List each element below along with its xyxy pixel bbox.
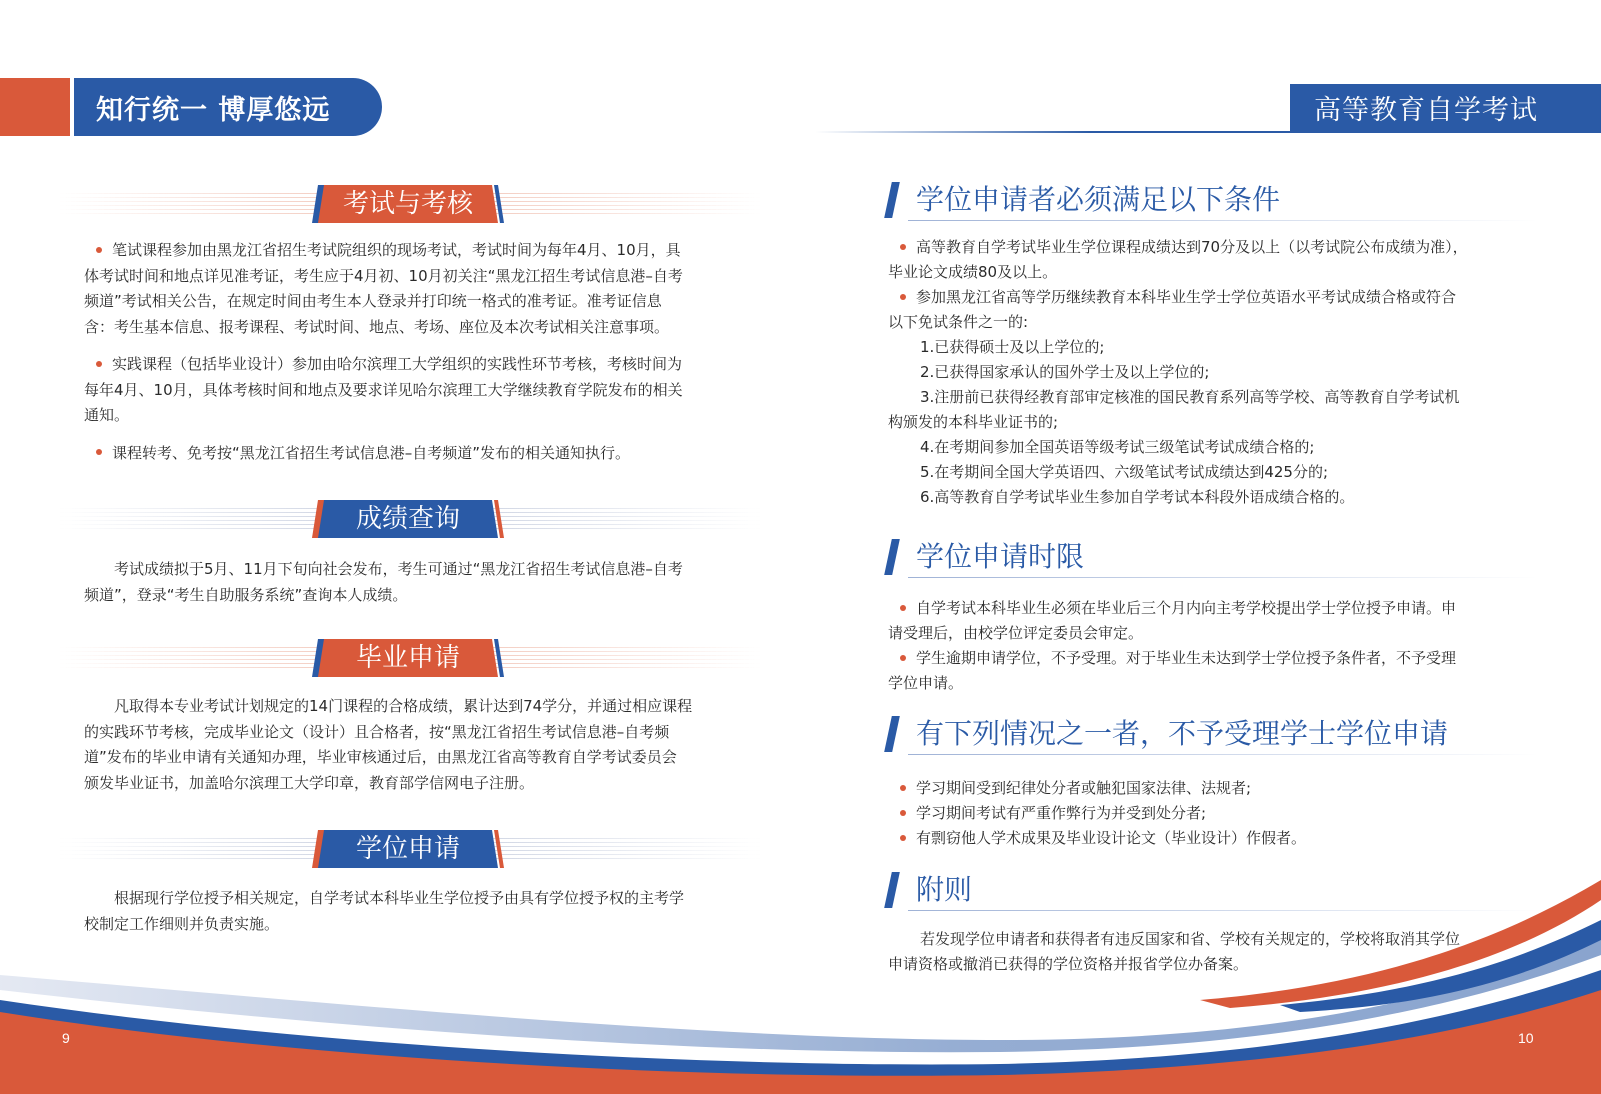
section-title-exam: 考试与考核	[328, 185, 488, 223]
text-line: 校制定工作细则并负责实施。	[84, 914, 280, 933]
exam-bullet-2	[84, 352, 730, 429]
list-line	[888, 310, 1500, 335]
heading-rule	[908, 577, 1538, 578]
bullet-dot	[900, 810, 906, 816]
stripe-decoration	[480, 647, 760, 669]
header-right-title: 高等教育自学考试	[1314, 95, 1538, 126]
line-text: 1.已获得硕士及以上学位的;	[920, 338, 1105, 356]
scores-paragraph	[84, 557, 730, 608]
stripe-decoration	[480, 838, 760, 860]
list-line	[888, 671, 1500, 696]
section-title-degree: 学位申请	[328, 830, 488, 868]
exam-bullets	[84, 238, 730, 466]
stripe-decoration	[60, 838, 340, 860]
text-line: 通知。	[84, 406, 130, 424]
stripe-decoration	[60, 647, 340, 669]
list-line	[888, 260, 1500, 285]
line-text: 申请资格或撤消已获得的学位资格并报省学位办备案。	[888, 955, 1249, 973]
text-line: 频道”考试相关公告，在规定时间由考生本人登录并打印统一格式的准考证。准考证信息	[84, 292, 662, 310]
text-line: 道”发布的毕业申请有关通知办理，毕业审核通过后，由黑龙江省高等教育自学考试委员会	[84, 748, 677, 766]
header-left-accent	[0, 78, 72, 136]
text-line: 体考试时间和地点详见准考证，考生应于4月初、10月初关注“黑龙江招生考试信息港–自考	[84, 266, 683, 285]
time-limit-list	[888, 596, 1500, 696]
section-header-degree	[60, 828, 760, 872]
conditions-list	[888, 235, 1500, 510]
line-text: 高等教育自学考试毕业生学位课程成绩达到70分及以上（以考试院公布成绩为准），	[916, 238, 1468, 256]
list-line	[888, 460, 1500, 485]
stripe-decoration	[60, 508, 340, 530]
line-text: 6.高等教育自学考试毕业生参加自学考试本科段外语成绩合格的。	[920, 488, 1355, 506]
line-text: 学生逾期申请学位，不予受理。对于毕业生未达到学士学位授予条件者，不予受理	[916, 649, 1457, 667]
section-header-graduation	[60, 637, 760, 681]
heading-text: 学位申请者必须满足以下条件	[916, 183, 1281, 216]
list-line	[888, 826, 1500, 851]
section-header-scores	[60, 498, 760, 542]
list-line	[888, 385, 1500, 410]
list-line	[888, 952, 1500, 977]
tag-slant-right	[488, 500, 504, 538]
text-line: 每年4月、10月，具体考核时间和地点及要求详见哈尔滨理工大学继续教育学院发布的相关	[84, 380, 683, 399]
heading-text: 有下列情况之一者，不予受理学士学位申请	[916, 717, 1449, 750]
text-line: 频道”，登录“考生自助服务系统”查询本人成绩。	[84, 585, 408, 604]
page-number-left: 9	[62, 1030, 70, 1046]
line-text: 以下免试条件之一的:	[888, 313, 1029, 331]
line-text: 有剽窃他人学术成果及毕业设计论文（毕业设计）作假者。	[916, 829, 1307, 847]
line-text: 5.在考期间全国大学英语四、六级笔试考试成绩达到425分的;	[920, 463, 1328, 481]
line-text: 请受理后，由校学位评定委员会审定。	[888, 624, 1144, 642]
exam-bullet-1	[84, 238, 730, 340]
section-header-exam	[60, 183, 760, 227]
bullet-dot	[96, 449, 102, 455]
header-slogan: 知行统一 博厚悠远	[96, 95, 331, 126]
list-line	[888, 927, 1500, 952]
heading-rule	[908, 220, 1538, 221]
list-line	[888, 776, 1500, 801]
tag-slant-left	[312, 185, 328, 223]
list-line	[888, 621, 1500, 646]
tag-slant-left	[312, 639, 328, 677]
line-text: 学位申请。	[888, 674, 964, 692]
bullet-dot	[900, 655, 906, 661]
tag-slant-right	[488, 185, 504, 223]
heading-text: 附则	[916, 873, 973, 906]
list-line	[888, 360, 1500, 385]
graduation-paragraph	[84, 694, 730, 796]
text-line: 的实践环节考核，完成毕业论文（设计）且合格者，按“黑龙江省招生考试信息港–自考频	[84, 722, 670, 741]
list-line	[888, 485, 1500, 510]
degree-paragraph	[84, 886, 730, 937]
line-text: 毕业论文成绩80及以上。	[888, 263, 1058, 281]
text-line: 凡取得本专业考试计划规定的14门课程的合格成绩，累计达到74学分，并通过相应课程	[114, 697, 693, 715]
section-title-graduation: 毕业申请	[328, 639, 488, 677]
section-title-scores: 成绩查询	[328, 500, 488, 538]
line-text: 4.在考期间参加全国英语等级考试三级笔试考试成绩合格的;	[920, 438, 1315, 456]
line-text: 学习期间受到纪律处分者或触犯国家法律、法规者;	[916, 779, 1252, 797]
line-text: 参加黑龙江省高等学历继续教育本科毕业生学士学位英语水平考试成绩合格或符合	[916, 288, 1457, 306]
list-line	[888, 235, 1500, 260]
text-line: 颁发毕业证书，加盖哈尔滨理工大学印章，教育部学信网电子注册。	[84, 773, 535, 792]
list-line	[888, 335, 1500, 360]
text-line: 课程转考、免考按“黑龙江省招生考试信息港–自考频道”发布的相关通知执行。	[112, 443, 631, 462]
text-line: 根据现行学位授予相关规定，自学考试本科毕业生学位授予由具有学位授予权的主考学	[114, 889, 685, 907]
stripe-decoration	[60, 193, 340, 215]
heading-text: 学位申请时限	[916, 540, 1085, 573]
bullet-dot	[900, 605, 906, 611]
list-line	[888, 410, 1500, 435]
tag-slant-right	[488, 830, 504, 868]
bullet-dot	[96, 361, 102, 367]
text-line: 含：考生基本信息、报考课程、考试时间、地点、考场、座位及本次考试相关注意事项。	[84, 317, 670, 336]
exam-bullet-3	[84, 441, 730, 467]
line-text: 若发现学位申请者和获得者有违反国家和省、学校有关规定的，学校将取消其学位	[920, 930, 1461, 948]
list-line	[888, 646, 1500, 671]
tag-slant-right	[488, 639, 504, 677]
list-line	[888, 596, 1500, 621]
list-line	[888, 801, 1500, 826]
bullet-dot	[900, 244, 906, 250]
text-line: 考试成绩拟于5月、11月下旬向社会发布，考生可通过“黑龙江省招生考试信息港–自考	[114, 560, 683, 578]
list-line	[888, 285, 1500, 310]
text-line: 笔试课程参加由黑龙江省招生考试院组织的现场考试，考试时间为每年4月、10月，具	[112, 241, 681, 259]
line-text: 2.已获得国家承认的国外学士及以上学位的;	[920, 363, 1210, 381]
rejection-list	[888, 776, 1500, 851]
tag-slant-left	[312, 500, 328, 538]
bullet-dot	[96, 247, 102, 253]
list-line	[888, 435, 1500, 460]
line-text: 自学考试本科毕业生必须在毕业后三个月内向主考学校提出学士学位授予申请。申	[916, 599, 1457, 617]
page-number-right: 10	[1518, 1030, 1534, 1046]
text-line: 实践课程（包括毕业设计）参加由哈尔滨理工大学组织的实践性环节考核，考核时间为	[112, 355, 683, 373]
bullet-dot	[900, 294, 906, 300]
bullet-dot	[900, 785, 906, 791]
supplementary-text	[888, 927, 1500, 977]
line-text: 学习期间考试有严重作弊行为并受到处分者;	[916, 804, 1207, 822]
tag-slant-left	[312, 830, 328, 868]
line-text: 构颁发的本科毕业证书的;	[888, 413, 1059, 431]
heading-rule	[908, 910, 1538, 911]
stripe-decoration	[480, 193, 760, 215]
line-text: 3.注册前已获得经教育部审定核准的国民教育系列高等学校、高等教育自学考试机	[920, 388, 1460, 406]
bullet-dot	[900, 835, 906, 841]
heading-rule	[908, 754, 1538, 755]
stripe-decoration	[480, 508, 760, 530]
